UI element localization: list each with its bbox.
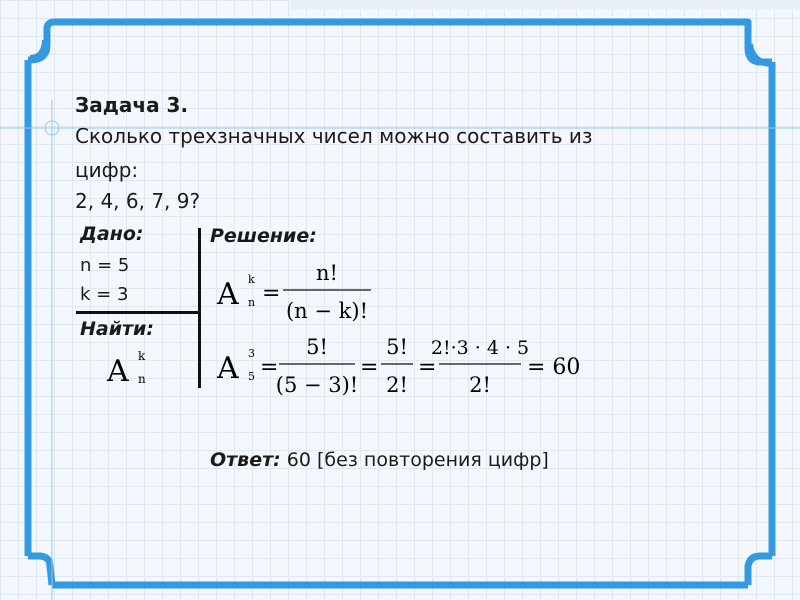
svg-text:=: =	[262, 281, 281, 306]
computed-sup: 3	[248, 347, 255, 360]
general-sub: n	[248, 296, 256, 309]
find-header: Найти:	[80, 318, 154, 340]
frame-corner-tl	[30, 40, 45, 58]
frac3-numerator: 2!·3 · 4 · 5	[430, 337, 530, 359]
find-formula	[105, 345, 165, 390]
frac3-denominator: 2!	[469, 373, 491, 397]
solution-header: Решение:	[210, 225, 317, 247]
question-line-1: Сколько трехзначных чисел можно составить из	[75, 124, 593, 148]
divider-vertical	[198, 228, 201, 388]
general-denominator: (n − k)!	[285, 299, 369, 323]
divider-horizontal	[76, 311, 200, 314]
find-symbol: A	[107, 354, 129, 389]
svg-text:=: =	[360, 355, 379, 380]
question-line-2: цифр:	[75, 158, 139, 182]
given-n: n = 5	[80, 255, 130, 276]
problem-title: Задача 3.	[75, 93, 189, 117]
general-sup: k	[248, 273, 255, 286]
find-sub: n	[138, 372, 146, 386]
general-symbol: A	[217, 277, 239, 312]
svg-text:=: =	[418, 355, 437, 380]
given-header: Дано:	[80, 223, 144, 245]
frac2-denominator: 2!	[386, 373, 408, 397]
computed-formula	[215, 332, 590, 402]
answer-label: Ответ:	[210, 449, 281, 471]
frac1-numerator: 5!	[306, 335, 328, 359]
digits-list: 2, 4, 6, 7, 9?	[75, 189, 201, 213]
general-numerator: n!	[316, 261, 338, 285]
answer-line	[210, 449, 549, 471]
frac2-numerator: 5!	[386, 335, 408, 359]
computed-sub: 5	[248, 370, 255, 383]
frac1-denominator: (5 − 3)!	[275, 373, 359, 397]
computed-result: = 60	[527, 355, 581, 380]
answer-text: 60 [без повторения цифр]	[280, 449, 549, 471]
given-k: k = 3	[80, 284, 129, 305]
computed-symbol: A	[217, 351, 239, 386]
find-sup: k	[138, 349, 146, 363]
svg-text:=: =	[260, 355, 279, 380]
general-formula	[215, 258, 385, 328]
